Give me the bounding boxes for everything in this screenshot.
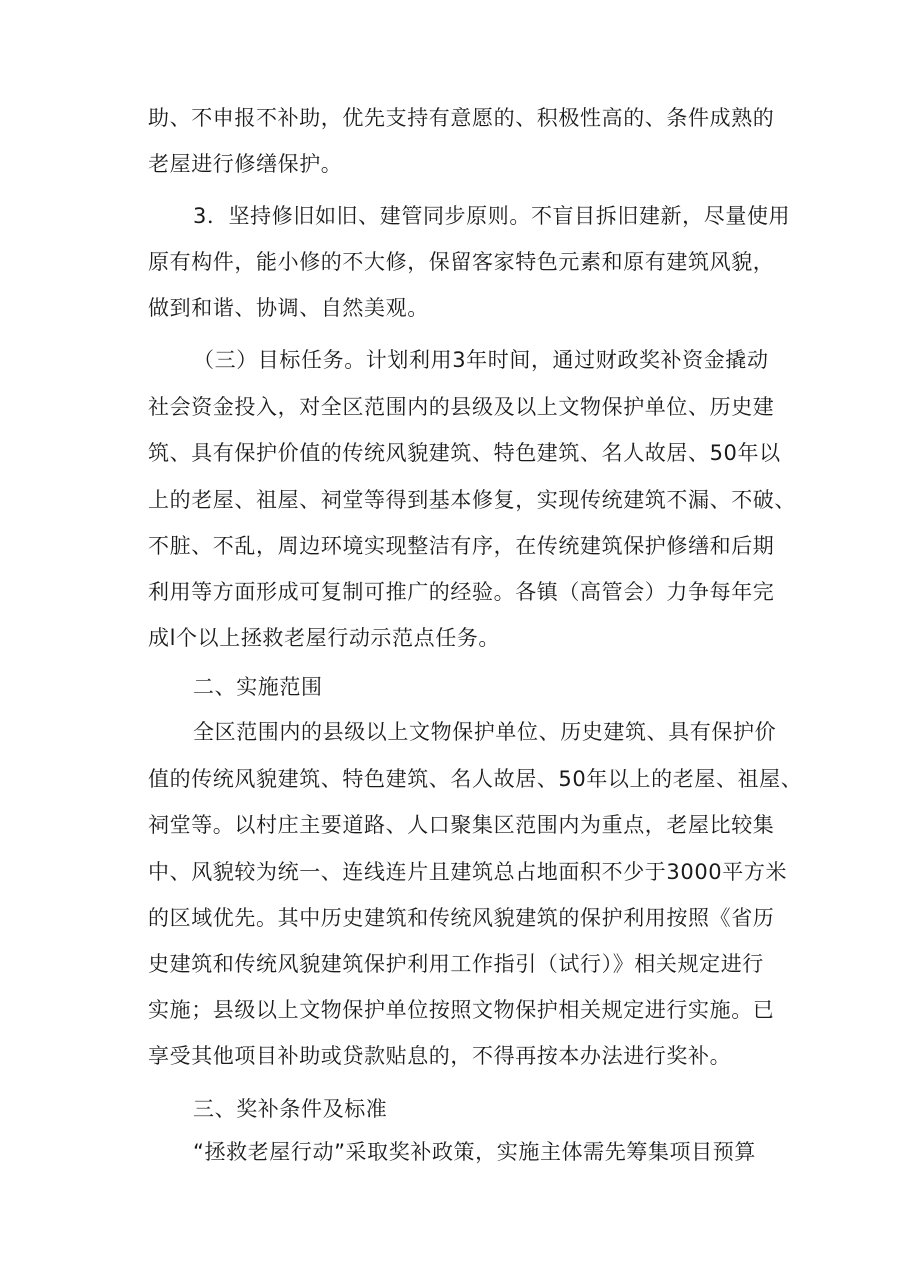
text-line: 老屋进行修缮保护。 — [148, 152, 343, 176]
text-line: 中、风貌较为统一、连线连片且建筑总占地面积不少于3000平方米 — [148, 860, 788, 884]
section-heading: 三、奖补条件及标准 — [193, 1097, 388, 1121]
text-line: “拯救老屋行动”采取奖补政策，实施主体需先筹集项目预算 — [193, 1140, 756, 1164]
text-line: 3．坚持修旧如旧、建管同步原则。不盲目拆旧建新，尽量使用 — [193, 204, 791, 228]
text-line: 原有构件，能小修的不大修，保留客家特色元素和原有建筑风貌， — [148, 250, 775, 274]
text-line: 史建筑和传统风貌建筑保护利用工作指引（试行）》相关规定进行 — [148, 952, 764, 976]
text-line: 不脏、不乱，周边环境实现整洁有序，在传统建筑保护修缮和后期 — [148, 534, 775, 558]
text-line: 全区范围内的县级以上文物保护单位、历史建筑、具有保护价 — [193, 720, 777, 744]
text-line: 祠堂等。以村庄主要道路、人口聚集区范围内为重点，老屋比较集 — [148, 813, 775, 837]
section-heading: 二、实施范围 — [193, 675, 323, 699]
text-line: 上的老屋、祖屋、祠堂等得到基本修复，实现传统建筑不漏、不破、 — [148, 488, 796, 512]
text-line: 值的传统风貌建筑、特色建筑、名人故居、50年以上的老屋、祖屋、 — [148, 767, 803, 791]
section-heading: （三）目标任务。计划利用3年时间，通过财政奖补资金撬动 — [193, 348, 769, 372]
text-line: 利用等方面形成可复制可推广的经验。各镇（高管会）力争每年完 — [148, 580, 775, 604]
text-line: 实施；县级以上文物保护单位按照文物保护相关规定进行实施。已 — [148, 998, 775, 1022]
text-line: 助、不申报不补助，优先支持有意愿的、积极性高的、条件成熟的 — [148, 106, 775, 130]
text-line: 筑、具有保护价值的传统风貌建筑、特色建筑、名人故居、50年以 — [148, 441, 781, 465]
text-line: 的区域优先。其中历史建筑和传统风貌建筑的保护利用按照《省历 — [148, 906, 775, 930]
text-line: 享受其他项目补助或贷款贴息的，不得再按本办法进行奖补。 — [148, 1044, 732, 1068]
text-line: 社会资金投入，对全区范围内的县级及以上文物保护单位、历史建 — [148, 395, 775, 419]
text-line: 成l个以上拯救老屋行动示范点任务。 — [148, 626, 501, 650]
text-line: 做到和谐、协调、自然美观。 — [148, 296, 429, 320]
